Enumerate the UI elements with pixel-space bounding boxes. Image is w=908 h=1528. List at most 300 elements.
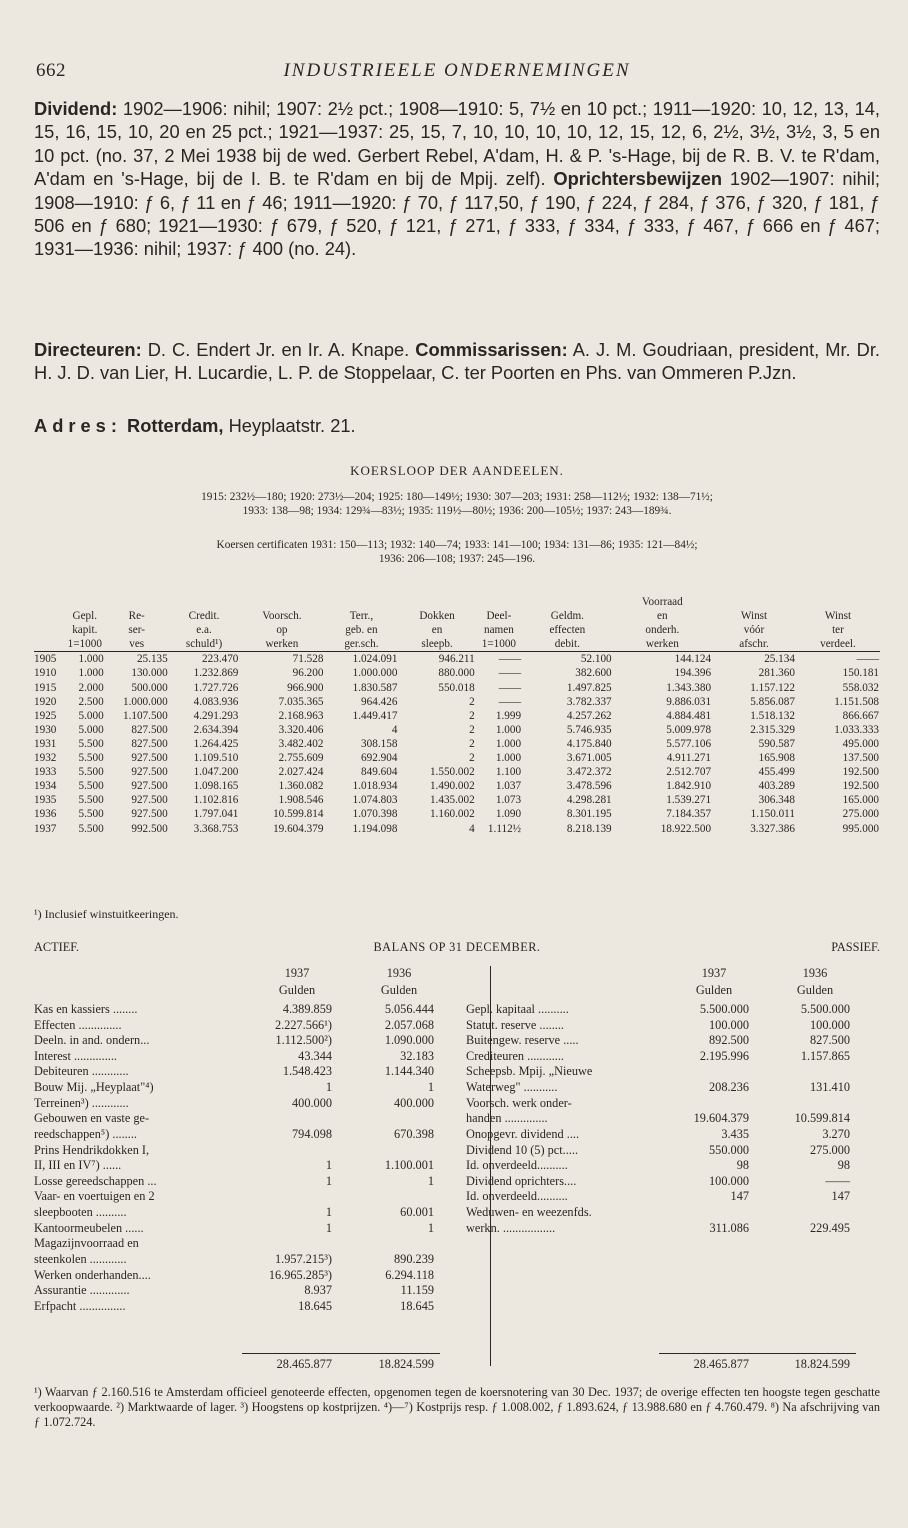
passief-item-value-1936: 10.599.814	[794, 1111, 850, 1126]
table-row	[34, 779, 880, 793]
table-row	[34, 793, 880, 807]
passief-item-label: Waterweg" ...........	[466, 1080, 558, 1095]
table-row	[34, 822, 880, 836]
table-header	[34, 595, 880, 652]
table-cell: 192.500	[842, 780, 879, 793]
table-cell: 192.500	[842, 766, 879, 779]
table-header-cell	[476, 595, 522, 609]
passief-item-label: Statut. reserve ........	[466, 1017, 565, 1032]
dividend-text: 1902—1906: nihil; 1907: 2½ pct.; 1908—1910: 5, 7½ en 10 pct.; 1911—1920: 10, 12, 13, 14, 15, 16, 15, 10, 20 en 25 pct.; 1921—1937: 25, 15, 7, 10, 10, 10, 10, 12, 15, 12, 6, 2½, 3½, 3½, 3, 5 en 10 pct. (no. 37, 2 Mei 1938 bij de wed. Gerbert Rebel, A'dam, H. & P. 's-Hage, bij de R. B. V. te R'dam, A'dam en 's-Hage, bij de I. B. te R'dam en bij de Mpij. zelf).	[34, 98, 880, 190]
actief-item-label: Terreinen³) ............	[34, 1095, 129, 1110]
table-cell: 7.035.365	[278, 695, 324, 708]
table-cell: ——	[498, 695, 522, 708]
table-year-cell: 1930	[34, 723, 57, 736]
koersloop-title: KOERSLOOP DER AANDEELEN.	[350, 463, 564, 478]
table-cell: 946.211	[438, 653, 475, 666]
directeuren-text: D. C. Endert Jr. en Ir. A. Knape.	[147, 339, 410, 360]
table-cell: 995.000	[842, 822, 879, 835]
table-header-cell: ves	[105, 637, 169, 652]
actief-item-label: Debiteuren ............	[34, 1064, 129, 1079]
actief-item-value-1936: 6.294.118	[385, 1267, 434, 1282]
table-year-cell: 1931	[34, 737, 57, 750]
table-cell: 1.000	[495, 752, 522, 765]
passief-item-value-1936: 827.500	[810, 1033, 850, 1048]
table-cell: 1.264.425	[193, 737, 239, 750]
actief-item-label: Bouw Mij. „Heyplaat"⁴)	[34, 1080, 154, 1095]
table-cell: 1.343.380	[666, 681, 712, 694]
passief-item-label: Crediteuren ............	[466, 1048, 565, 1063]
table-header-cell	[796, 595, 880, 609]
table-cell: 1.550.002	[429, 766, 475, 779]
page-title: INDUSTRIEELE ONDERNEMINGEN	[283, 60, 631, 81]
table-cell: 1.000.000	[122, 695, 168, 708]
passief-total-1937: 28.465.877	[693, 1357, 749, 1371]
dividend-label: Dividend:	[34, 98, 118, 119]
table-cell: 306.348	[758, 794, 795, 807]
table-body	[34, 652, 880, 836]
table-cell: 550.018	[438, 681, 475, 694]
passief-col-1937: 1937	[701, 966, 727, 980]
table-header-cell: debit.	[522, 637, 613, 652]
table-cell: 5.500	[78, 737, 104, 750]
table-cell: 1.109.510	[193, 752, 239, 765]
table-header-cell	[324, 595, 398, 609]
passief-item-value-1936: 5.500.000	[800, 1002, 850, 1016]
table-cell: ——	[498, 681, 522, 694]
table-cell: 1.797.041	[193, 808, 239, 821]
table-cell: 1.102.816	[193, 794, 239, 807]
actief-item-label: Gebouwen en vaste ge-	[34, 1111, 150, 1126]
actief-title: ACTIEF.	[34, 940, 80, 954]
table-cell: ——	[498, 653, 522, 666]
table-cell: 1.000.000	[352, 667, 398, 680]
table-cell: 827.500	[131, 737, 168, 750]
table-cell: 2.000	[78, 681, 104, 694]
actief-item-label: Effecten ..............	[34, 1017, 122, 1032]
actief-item-value-1937: 794.098	[292, 1126, 332, 1141]
balans-title: BALANS OP 31 DECEMBER.	[373, 940, 541, 954]
table-header-cell: op	[276, 624, 288, 637]
actief-item-label: Vaar- en voertuigen en 2	[34, 1189, 155, 1204]
directie-paragraph	[34, 338, 880, 385]
actief-item-value-1937: 400.000	[292, 1095, 332, 1110]
actief-item-value-1936: 670.398	[394, 1126, 434, 1141]
table-cell: 1.490.002	[429, 780, 475, 793]
actief-item-label: Kas en kassiers ........	[34, 1002, 138, 1016]
table-cell: 1.107.500	[122, 709, 168, 722]
table-cell: 1.194.098	[352, 822, 398, 835]
koersloop-aandeelen-1: 1915: 232½—180; 1920: 273½—204; 1925: 180—149½; 1930: 307—203; 1931: 258—112½; 1932: 138—71½;	[201, 491, 713, 503]
table-row	[34, 751, 880, 765]
table-cell: 1.908.546	[278, 794, 324, 807]
actief-item-value-1936: 1	[427, 1173, 434, 1188]
passief-item-value-1936: 131.410	[810, 1080, 850, 1095]
actief-item-value-1937: 1.548.423	[282, 1064, 332, 1079]
table-cell: 1.830.587	[352, 681, 398, 694]
table-cell: 1.033.333	[834, 723, 879, 736]
actief-item-label: Werken onderhanden....	[34, 1267, 151, 1282]
adres-label: Adres:	[34, 415, 122, 436]
table-cell: 927.500	[131, 794, 168, 807]
actief-item-value-1937: 16.965.285³)	[268, 1267, 332, 1282]
table-cell: 5.500	[78, 794, 104, 807]
passief-item-value-1937: 3.435	[721, 1126, 749, 1141]
table-header-cell: werken	[613, 637, 712, 652]
passief-item-label: Voorsch. werk onder-	[466, 1095, 572, 1110]
passief-item-value-1937: 2.195.996	[699, 1048, 749, 1063]
table-cell: 5.500	[78, 766, 104, 779]
table-header-cell: Geldm.	[550, 610, 584, 623]
table-header-cell: Deel-	[486, 610, 512, 623]
table-cell: 927.500	[131, 766, 168, 779]
table-cell: 3.482.402	[278, 737, 324, 750]
actief-item-label: sleepbooten ..........	[34, 1205, 127, 1220]
passief-item-label: Id. onverdeeld..........	[466, 1189, 568, 1204]
table-cell: 144.124	[674, 653, 712, 666]
commissarissen-label: Commissarissen:	[415, 339, 568, 360]
table-row	[34, 807, 880, 821]
table-cell: 4.298.281	[566, 794, 612, 807]
dividend-paragraph	[34, 97, 880, 261]
adres-city: Rotterdam,	[127, 415, 224, 436]
actief-total-1937: 28.465.877	[276, 1357, 332, 1371]
table-header-cell	[34, 609, 65, 623]
table-header-cell: werken	[239, 637, 324, 652]
passief-item-value-1937: 100.000	[709, 1017, 749, 1032]
table-header-cell: sleepb.	[398, 637, 475, 652]
table-cell: 71.528	[292, 653, 324, 666]
table-cell: 3.671.005	[566, 752, 612, 765]
actief-item-value-1936: 18.645	[400, 1298, 434, 1313]
table-cell: 1.518.132	[750, 709, 795, 722]
table-year-cell: 1935	[34, 794, 57, 807]
actief-total-rule	[242, 1353, 440, 1354]
table-header-cell: ser-	[128, 624, 145, 637]
table-cell: 1.024.091	[352, 653, 398, 666]
passief-item-value-1937: 550.000	[709, 1142, 749, 1157]
table-header-cell: Credit.	[188, 610, 220, 623]
table-cell: 4.257.262	[566, 709, 612, 722]
passief-item-value-1936: 147	[831, 1189, 850, 1204]
table-header-cell: verdeel.	[796, 637, 880, 652]
table-cell: 1.000	[78, 653, 104, 666]
table-cell: 1.727.726	[193, 681, 239, 694]
actief-item-value-1936: 400.000	[394, 1095, 434, 1110]
table-cell: 4.083.936	[193, 695, 239, 708]
table-cell: 25.135	[136, 653, 168, 666]
actief-col-1936: 1936	[386, 966, 412, 980]
table-row	[34, 737, 880, 751]
table-cell: 3.320.406	[278, 723, 324, 736]
table-cell: 2.027.424	[278, 766, 324, 779]
actief-item-value-1936: 1.090.000	[384, 1033, 434, 1048]
table-header-cell	[398, 595, 475, 609]
passief-item-value-1936: 1.157.865	[800, 1048, 850, 1063]
table-cell: 1.497.825	[566, 681, 612, 694]
passief-item-label: Dividend 10 (5) pct.....	[466, 1142, 579, 1157]
table-cell: 5.856.087	[750, 695, 795, 708]
passief-item-label: Id. onverdeeld..........	[466, 1158, 568, 1173]
actief-item-value-1937: 1	[325, 1080, 332, 1095]
passief-item-value-1937: 5.500.000	[699, 1002, 749, 1016]
table-cell: 558.032	[842, 681, 879, 694]
table-row	[34, 695, 880, 709]
passief-item-label: handen ..............	[466, 1111, 548, 1126]
table-cell: 403.289	[758, 780, 795, 793]
table-cell: 308.158	[361, 737, 398, 750]
actief-item-value-1936: 2.057.068	[384, 1017, 434, 1032]
table-cell: 1.098.165	[193, 780, 239, 793]
adres-paragraph	[34, 414, 880, 437]
table-cell: 2.512.707	[666, 766, 712, 779]
actief-item-value-1937: 1	[325, 1205, 332, 1220]
table-cell: 8.218.139	[566, 822, 612, 835]
table-cell: 1.070.398	[352, 808, 398, 821]
table-cell: 2	[469, 737, 475, 750]
table-row	[34, 666, 880, 680]
table-cell: 275.000	[842, 808, 879, 821]
table-cell: 96.200	[292, 667, 324, 680]
table-cell: 3.478.596	[566, 780, 612, 793]
table-cell: 165.000	[842, 794, 879, 807]
passief-item-value-1936: 275.000	[810, 1142, 850, 1157]
passief-item-label: Buitengew. reserve .....	[466, 1033, 579, 1048]
table-header-cell: afschr.	[712, 637, 796, 652]
actief-item-value-1937: 4.389.859	[282, 1002, 332, 1016]
table-cell: 1.160.002	[429, 808, 475, 821]
table-cell: 1.018.934	[352, 780, 398, 793]
table-cell: 25.134	[764, 653, 795, 666]
actief-item-value-1936: 1.100.001	[384, 1158, 434, 1173]
passief-item-value-1936: ——	[825, 1173, 850, 1188]
actief-total-1936: 18.824.599	[378, 1357, 434, 1371]
table-cell: 4	[469, 822, 475, 835]
table-header-cell: ter	[832, 624, 844, 637]
actief-item-value-1936: 890.239	[394, 1251, 434, 1266]
table-header-cell: Winst	[824, 610, 852, 623]
table-year-cell: 1905	[34, 653, 57, 666]
table-cell: 382.600	[575, 667, 612, 680]
actief-item-value-1936: 1	[427, 1220, 434, 1235]
passief-item-value-1936: 3.270	[822, 1126, 850, 1141]
table-cell: 3.368.753	[193, 822, 239, 835]
table-header-cell: Terr.,	[349, 610, 374, 623]
passief-item-value-1937: 98	[736, 1158, 749, 1173]
table-cell: 5.009.978	[666, 723, 712, 736]
actief-item-value-1937: 1.957.215³)	[275, 1251, 332, 1266]
table-cell: 5.000	[78, 723, 104, 736]
passief-item-value-1937: 311.086	[709, 1220, 749, 1235]
table-cell: 1.047.200	[193, 766, 239, 779]
table-cell: 1.037	[495, 780, 522, 793]
table-header-cell	[239, 595, 324, 609]
actief-item-value-1937: 2.227.566¹)	[275, 1017, 332, 1032]
oprichters-label: Oprichtersbewijzen	[553, 168, 723, 190]
financial-table	[34, 595, 880, 836]
table-cell: 1.074.803	[352, 794, 398, 807]
table-cell: 2.168.963	[278, 709, 324, 722]
actief-item-value-1936: 5.056.444	[384, 1002, 434, 1016]
table-header-cell: en	[657, 610, 668, 623]
table-cell: 5.500	[78, 808, 104, 821]
table-header-cell: e.a.	[196, 624, 212, 637]
table-year-cell: 1915	[34, 681, 57, 694]
table-cell: 966.900	[287, 681, 324, 694]
table-header-cell: geb. en	[345, 624, 378, 637]
table-header-cell: Voorraad	[641, 596, 683, 608]
table-row	[34, 709, 880, 723]
actief-item-value-1936: 1.144.340	[384, 1064, 434, 1079]
table-cell: ——	[498, 667, 522, 680]
koersloop-certificaten-2: 1936: 206—108; 1937: 245—196.	[378, 553, 536, 565]
passief-title: PASSIEF.	[831, 940, 880, 954]
table-cell: 2.755.609	[278, 752, 324, 765]
table-cell: 18.922.500	[660, 822, 712, 835]
passief-item-value-1936: 100.000	[810, 1017, 850, 1032]
table-header-cell: schuld¹)	[169, 637, 240, 652]
actief-item-value-1936: 11.159	[400, 1283, 434, 1298]
table-cell: 4.884.481	[666, 709, 712, 722]
passief-item-label: werkn. .................	[466, 1220, 556, 1235]
passief-item-label: Onopgevr. dividend ....	[466, 1126, 580, 1141]
table-cell: 52.100	[580, 653, 612, 666]
table-cell: 1.000	[495, 723, 522, 736]
actief-item-label: Deeln. in and. ondern...	[34, 1033, 150, 1048]
table-year-cell: 1925	[34, 709, 57, 722]
actief-item-label: Kantoormeubelen ......	[34, 1220, 144, 1235]
actief-item-label: Erfpacht ...............	[34, 1298, 126, 1313]
table-cell: 4.291.293	[193, 709, 239, 722]
table-cell: 165.908	[758, 752, 795, 765]
table-year-cell: 1920	[34, 695, 57, 708]
actief-item-value-1936: 60.001	[400, 1205, 434, 1220]
table-cell: 992.500	[131, 822, 168, 835]
table-cell: 5.500	[78, 780, 104, 793]
table-cell: 849.604	[361, 766, 398, 779]
table-cell: 1.539.271	[666, 794, 712, 807]
actief-item-value-1936: 32.183	[400, 1048, 434, 1063]
koersloop-aandeelen-2: 1933: 138—98; 1934: 129¾—83½; 1935: 119½—80½; 1936: 200—105½; 1937: 243—189¾.	[242, 505, 672, 517]
table-cell: 4	[391, 723, 398, 736]
actief-col-gulden-1936: Gulden	[380, 983, 418, 997]
table-cell: 130.000	[131, 667, 168, 680]
table-year-cell: 1932	[34, 752, 57, 765]
table-cell: 2	[469, 723, 475, 736]
table-cell: 927.500	[131, 780, 168, 793]
actief-item-value-1937: 1.112.500²)	[275, 1033, 332, 1048]
commissarissen-text: A. J. M. Goudriaan, president, Mr. Dr. H. J. D. van Lier, H. Lucardie, L. P. de Stoppelaar, C. ter Poorten en Phs. van Ommeren P.Jzn.	[34, 339, 880, 384]
table-year-cell: 1936	[34, 808, 57, 821]
table-cell: 19.604.379	[273, 822, 324, 835]
passief-item-label: Gepl. kapitaal ..........	[466, 1002, 569, 1016]
actief-item-label: II, III en IV⁷) ......	[34, 1158, 122, 1173]
actief-item-value-1937: 8.937	[304, 1283, 332, 1298]
table-cell: ——	[856, 653, 879, 666]
table-header-cell	[712, 595, 796, 609]
passief-total-1936: 18.824.599	[794, 1357, 850, 1371]
table-header-cell: 1=1000	[65, 637, 105, 652]
table-year-cell: 1933	[34, 766, 57, 779]
table-footnote: ¹) Inclusief winstuitkeeringen.	[34, 907, 179, 921]
table-header-cell	[34, 637, 65, 652]
page-header	[34, 60, 880, 84]
table-cell: 8.301.195	[566, 808, 612, 821]
table-cell: 1.000	[78, 667, 104, 680]
actief-col-1937: 1937	[284, 966, 310, 980]
passief-item-value-1937: 208.236	[709, 1080, 749, 1095]
actief-item-label: Assurantie .............	[34, 1283, 130, 1298]
actief-item-label: Magazijnvoorraad en	[34, 1236, 139, 1251]
table-cell: 9.886.031	[666, 695, 712, 708]
actief-item-label: Prins Hendrikdokken I,	[34, 1142, 150, 1157]
table-year-cell: 1934	[34, 780, 57, 793]
table-header-cell: en	[431, 624, 443, 637]
actief-item-label: Losse gereedschappen ...	[34, 1173, 157, 1188]
table-row	[34, 723, 880, 737]
actief-item-label: Interest ..............	[34, 1048, 117, 1063]
table-header-cell: Winst	[740, 610, 768, 623]
table-cell: 1.435.002	[429, 794, 475, 807]
table-cell: 281.360	[758, 667, 795, 680]
table-header-cell	[65, 595, 105, 609]
table-cell: 827.500	[131, 723, 168, 736]
passief-item-label: Scheepsb. Mpij. „Nieuwe	[466, 1064, 593, 1079]
table-cell: 1.360.082	[278, 780, 324, 793]
table-cell: 1.999	[495, 709, 522, 722]
table-header-cell: Re-	[128, 610, 145, 623]
table-cell: 5.500	[78, 822, 104, 835]
passief-col-gulden-1937: Gulden	[695, 983, 733, 997]
table-header-cell: vóór	[743, 624, 765, 637]
actief-item-label: steenkolen ............	[34, 1251, 127, 1266]
table-cell: 1.073	[495, 794, 522, 807]
balans-footnotes: ¹) Waarvan ƒ 2.160.516 te Amsterdam officieel genoteerde effecten, opgenomen tegen de koersnotering van 30 Dec. 1937; de overige effecten ten hoogste tegen geschatte verkoopwaarde. ²) Marktwaarde of lager. ³) Hoogstens op kostprijzen. ⁴)—⁷) Kostprijs resp. ƒ 1.008.002, ƒ 1.893.624, ƒ 13.988.680 en ƒ 4.760.479. ⁸) Na afschrijving van ƒ 1.072.724.	[34, 1385, 880, 1429]
table-cell: 1.232.869	[193, 667, 239, 680]
table-cell: 3.782.337	[566, 695, 612, 708]
table-cell: 964.426	[361, 695, 398, 708]
table-header-cell: namen	[483, 624, 514, 637]
table-cell: 495.000	[842, 737, 879, 750]
table-header-cell	[522, 595, 613, 609]
table-cell: 2.634.394	[193, 723, 239, 736]
passief-item-value-1937: 19.604.379	[693, 1111, 749, 1126]
passief-item-label: Dividend oprichters....	[466, 1173, 577, 1188]
table-header-cell: Dokken	[419, 610, 455, 623]
table-cell: 5.746.935	[566, 723, 612, 736]
table-cell: 194.396	[674, 667, 712, 680]
actief-item-value-1937: 1	[325, 1220, 332, 1235]
actief-item-label: reedschappen⁵) ........	[34, 1126, 137, 1141]
table-cell: 880.000	[438, 667, 475, 680]
adres-street: Heyplaatstr. 21.	[228, 415, 356, 436]
table-row	[34, 765, 880, 779]
passief-col-1936: 1936	[802, 966, 828, 980]
table-header-cell: Voorsch.	[262, 610, 302, 623]
table-year-cell: 1937	[34, 822, 57, 835]
page-number: 662	[36, 60, 66, 81]
table-header-cell: kapit.	[72, 624, 98, 637]
actief-col-gulden-1937: Gulden	[278, 983, 316, 997]
passief-item-value-1936: 98	[837, 1158, 850, 1173]
table-cell: 5.500	[78, 752, 104, 765]
passief-item-label: Weduwen- en weezenfds.	[466, 1205, 592, 1220]
table-header-cell	[34, 595, 65, 609]
table-cell: 7.184.357	[666, 808, 712, 821]
directeuren-label: Directeuren:	[34, 339, 142, 360]
table-cell: 150.181	[842, 667, 879, 680]
table-cell: 1.842.910	[666, 780, 712, 793]
actief-item-value-1936: 1	[427, 1080, 434, 1095]
